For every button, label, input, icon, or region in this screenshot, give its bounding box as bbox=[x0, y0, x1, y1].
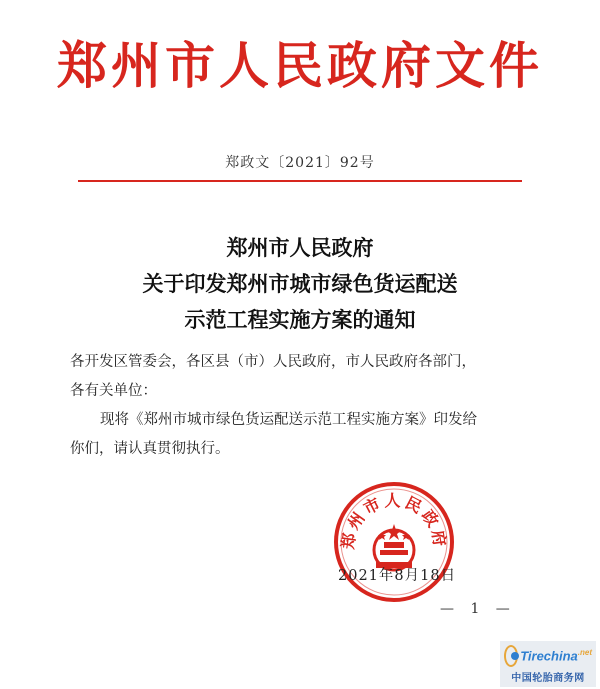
official-seal bbox=[332, 480, 456, 604]
watermark-brand-suffix: .net bbox=[577, 648, 592, 658]
notice-title-line: 示范工程实施方案的通知 bbox=[184, 307, 416, 332]
issue-date: 2021年8月18日 bbox=[338, 568, 457, 584]
notice-title bbox=[0, 230, 600, 338]
watermark-brand bbox=[520, 648, 592, 663]
notice-title-line: 关于印发郑州市城市绿色货运配送 bbox=[142, 271, 458, 296]
watermark-brand-name: Tirechina bbox=[520, 648, 578, 664]
recipients-line: 各开发区管委会，各区县（市）人民政府，市人民政府各部门， bbox=[70, 354, 476, 370]
recipients-line: 各有关单位： bbox=[70, 383, 157, 399]
body-paragraph-line: 你们，请认真贯彻执行。 bbox=[70, 441, 230, 457]
site-watermark bbox=[500, 641, 596, 687]
document-number: 郑政文〔2021〕92号 bbox=[225, 155, 375, 171]
page-number: — 1 — bbox=[440, 601, 516, 617]
body-paragraph-line: 现将《郑州市城市绿色货运配送示范工程实施方案》印发给 bbox=[100, 412, 477, 428]
seal-text-path: 郑州市人民政府 bbox=[338, 491, 450, 551]
header-divider bbox=[78, 180, 522, 182]
tirechina-logo-icon bbox=[504, 645, 518, 667]
notice-title-line: 郑州市人民政府 bbox=[226, 235, 374, 260]
document-header-title: 郑州市人民政府文件 bbox=[57, 36, 543, 95]
watermark-subtitle: 中国轮胎商务网 bbox=[511, 673, 585, 684]
notice-body bbox=[70, 348, 530, 464]
